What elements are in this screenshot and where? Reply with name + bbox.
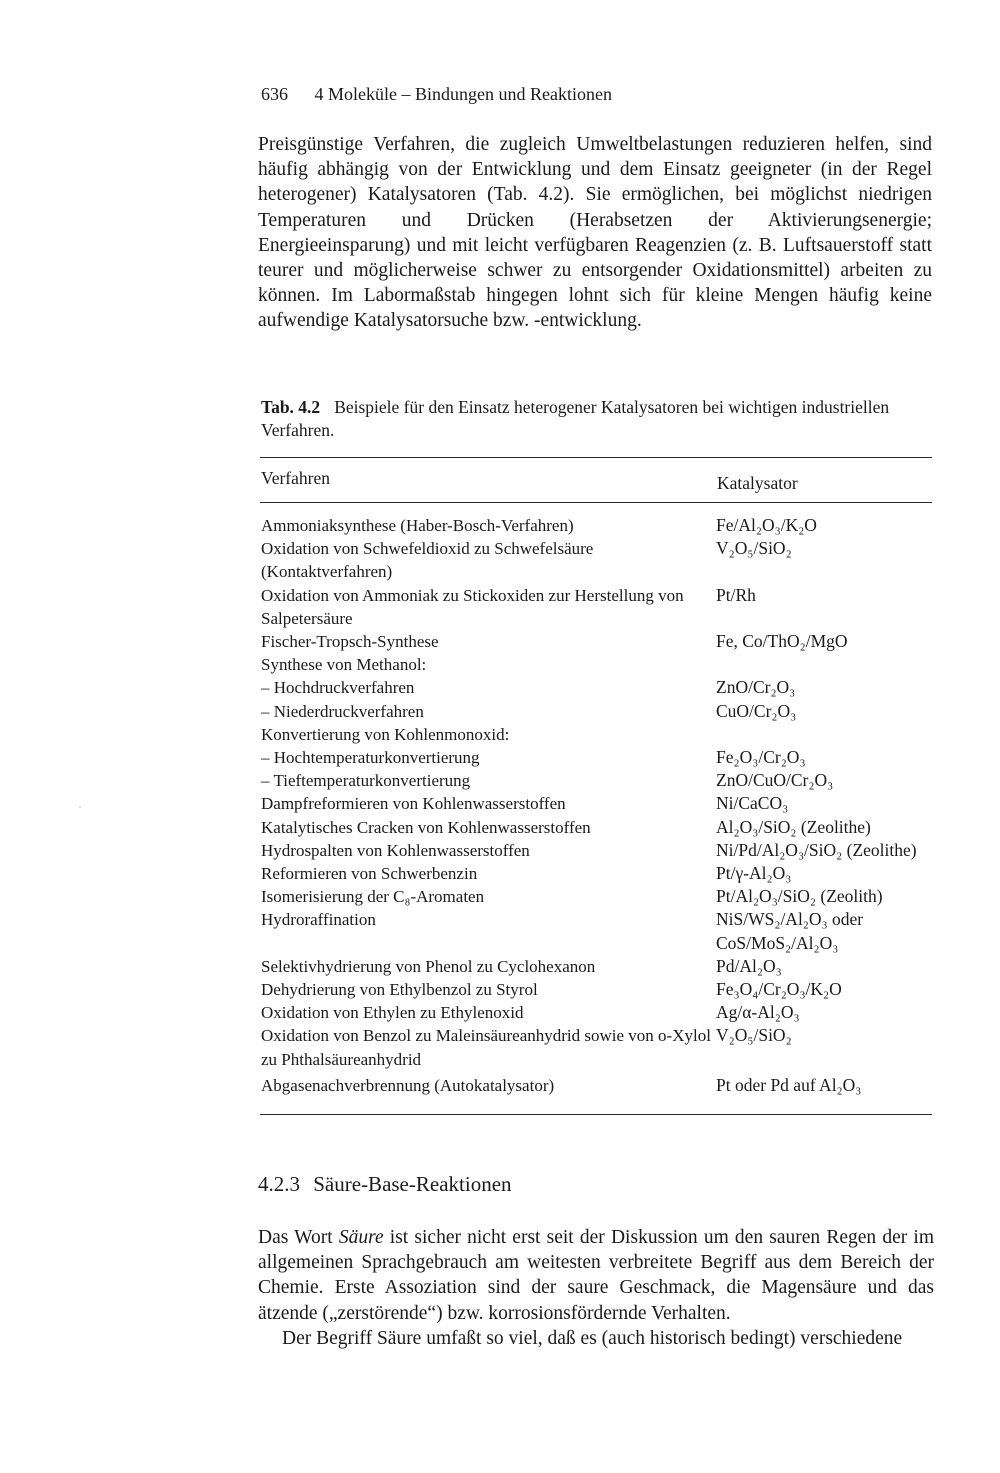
table-row	[261, 584, 932, 630]
catalyst-cell: CuO/Cr₂O₃	[716, 700, 797, 721]
table-body	[261, 514, 932, 1097]
catalyst-cell: ZnO/CuO/Cr₂O₃	[716, 770, 834, 791]
process-cell: Reformieren von Schwerbenzin	[261, 864, 478, 884]
process-cell: Katalytisches Cracken von Kohlenwasserstoffen	[261, 817, 591, 837]
catalyst-cell: V₂O₅/SiO₂	[716, 538, 792, 559]
catalyst-cell: Pt/γ-Al₂O₃	[716, 863, 792, 884]
body-text-run: ist sicher nicht erst seit der Diskussion um den sauren Regen der im allgemeinen Sprachgebrauch am weitesten verbreitete Begriff aus dem Bereich der Chemie. Erste Assoziation sind der saure Geschmack, die Magensäure und das ätzende („zerstörende“) bzw. korrosionsfördernde Verhalten.	[258, 1227, 934, 1324]
section-title: Säure-Base-Reaktionen	[313, 1172, 512, 1196]
process-cell: Oxidation von Schwefeldioxid zu Schwefelsäure (Kontaktverfahren)	[261, 539, 594, 582]
catalyst-cell: Ni/Pd/Al₂O₃/SiO₂ (Zeolithe)	[716, 839, 917, 860]
catalyst-cell: Fe, Co/ThO₂/MgO	[716, 631, 848, 652]
process-cell: Selektivhydrierung von Phenol zu Cyclohexanon	[261, 956, 596, 976]
table-row	[261, 700, 932, 723]
catalyst-cell: V₂O₅/SiO₂	[716, 1025, 792, 1046]
table-row	[261, 537, 932, 583]
process-cell: – Niederdruckverfahren	[261, 701, 424, 721]
section-heading	[258, 1172, 512, 1197]
table-row	[261, 1001, 932, 1024]
body-paragraph: Der Begriff Säure umfaßt so viel, daß es (auch historisch bedingt) verschiedene	[282, 1327, 903, 1349]
table-row	[261, 1074, 932, 1097]
process-cell: Oxidation von Ammoniak zu Stickoxiden zur Herstellung von Salpetersäure	[261, 585, 684, 628]
table-caption-text: Beispiele für den Einsatz heterogener Katalysatoren bei wichtigen industriellen Verfahren.	[261, 397, 890, 440]
column-header-process: Verfahren	[261, 468, 330, 488]
catalyst-cell	[716, 653, 932, 676]
table-row	[261, 1024, 932, 1070]
page-number: 636	[261, 84, 288, 104]
table-header-rule	[260, 502, 932, 503]
table-caption	[261, 396, 931, 442]
table-row	[261, 723, 932, 746]
table-row	[261, 792, 932, 815]
table-row	[261, 978, 932, 1001]
process-cell: Fischer-Tropsch-Synthese	[261, 632, 439, 652]
catalyst-cell: Fe₃O₄/Cr₂O₃/K₂O	[716, 979, 842, 1000]
table-row	[261, 816, 932, 839]
catalyst-cell	[716, 723, 932, 746]
process-cell: – Tieftemperaturkonvertierung	[261, 771, 471, 791]
catalyst-cell: Fe₂O₃/Cr₂O₃	[716, 747, 806, 768]
table-row	[261, 746, 932, 769]
process-cell: Synthese von Methanol:	[261, 655, 427, 675]
catalyst-cell: Pt/Rh	[716, 584, 756, 605]
body-text-run: Das Wort	[258, 1227, 339, 1248]
process-cell: – Hochtemperaturkonvertierung	[261, 748, 480, 768]
table-row	[261, 885, 932, 908]
process-cell: Konvertierung von Kohlenmonoxid:	[261, 724, 510, 744]
process-cell: Oxidation von Benzol zu Maleinsäureanhydrid sowie von o-Xylol zu Phthalsäureanhydrid	[261, 1026, 711, 1069]
table-row	[261, 908, 932, 954]
catalyst-cell: Al₂O₃/SiO₂ (Zeolithe)	[716, 816, 871, 837]
section-number: 4.2.3	[258, 1172, 300, 1196]
process-cell: Hydroraffination	[261, 910, 376, 930]
running-header	[261, 84, 612, 105]
table-row	[261, 676, 932, 699]
body-paragraph	[258, 1225, 934, 1326]
catalyst-cell: Pd/Al₂O₃	[716, 955, 782, 976]
process-cell: Isomerisierung der C₈-Aromaten	[261, 887, 485, 907]
catalyst-cell: NiS/WS₂/Al₂O₃ oder CoS/MoS₂/Al₂O₃	[716, 909, 864, 953]
catalyst-cell: Ni/CaCO₃	[716, 793, 789, 814]
process-cell: Oxidation von Ethylen zu Ethylenoxid	[261, 1003, 524, 1023]
catalyst-cell: Pt/Al₂O₃/SiO₂ (Zeolith)	[716, 886, 883, 907]
table-row	[261, 955, 932, 978]
table-row	[261, 839, 932, 862]
body-text	[258, 1225, 934, 1351]
emphasized-term: Säure	[338, 1227, 384, 1248]
process-cell: Dampfreformieren von Kohlenwasserstoffen	[261, 794, 566, 814]
table-row	[261, 769, 932, 792]
table-row	[261, 514, 932, 537]
catalyst-cell: Ag/α-Al₂O₃	[716, 1002, 800, 1023]
catalyst-cell: Fe/Al₂O₃/K₂O	[716, 515, 817, 535]
table-number: Tab. 4.2	[261, 397, 321, 417]
catalyst-cell: ZnO/Cr₂O₃	[716, 677, 796, 698]
table-bottom-rule	[260, 1114, 932, 1115]
running-title: 4 Moleküle – Bindungen und Reaktionen	[314, 84, 612, 104]
table-top-rule	[260, 457, 932, 458]
process-cell: Dehydrierung von Ethylbenzol zu Styrol	[261, 980, 538, 1000]
table-row	[261, 630, 932, 653]
process-cell: Abgasenachverbrennung (Autokatalysator)	[261, 1075, 555, 1095]
process-cell: – Hochdruckverfahren	[261, 678, 415, 698]
catalyst-cell: Pt oder Pd auf Al₂O₃	[716, 1074, 862, 1095]
intro-paragraph: Preisgünstige Verfahren, die zugleich Umweltbelastungen reduzieren helfen, sind häufig abhängig von der Entwicklung und dem Einsatz geeigneter (in der Regel heterogener) Katalysatoren (Tab. 4.2). Sie ermöglichen, bei möglichst niedrigen Temperaturen und Drücken (Herabsetzen der Aktivierungsenergie; Energieeinsparung) und mit leicht verfügbaren Reagenzien (z. B. Luftsauerstoff statt teurer und möglicherweise schwer zu entsorgender Oxidationsmittel) arbeiten zu können. Im Labormaßstab hingegen lohnt sich für kleine Mengen häufig keine aufwendige Katalysatorsuche bzw. -entwicklung.	[258, 134, 932, 332]
table-row	[261, 862, 932, 885]
column-header-catalyst: Katalysator	[717, 473, 798, 493]
table-row	[261, 653, 932, 676]
process-cell: Hydrospalten von Kohlenwasserstoffen	[261, 840, 530, 860]
scan-speck: ·	[78, 800, 82, 814]
process-cell: Ammoniaksynthese (Haber-Bosch-Verfahren)	[261, 516, 574, 535]
